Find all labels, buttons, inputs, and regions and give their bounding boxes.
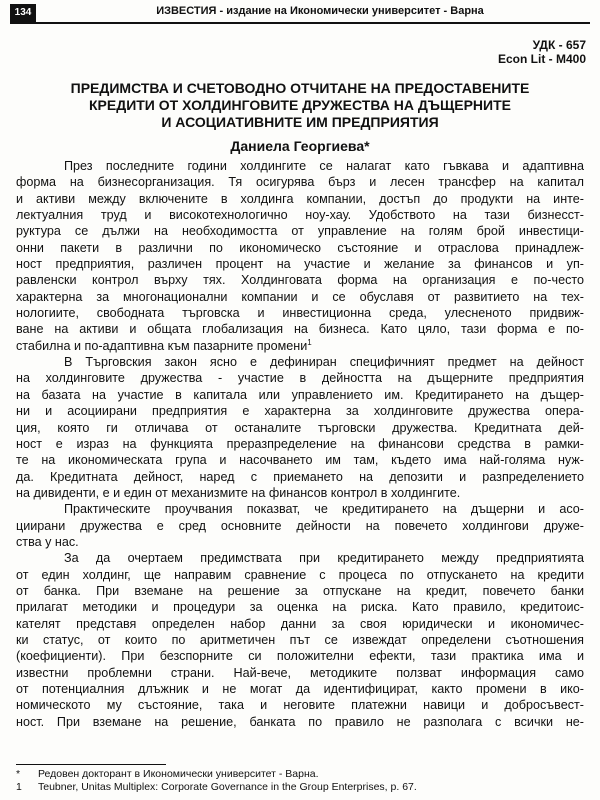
paragraph-4 [16, 550, 584, 730]
text-line: кателят представя определен набор данни за своя юридически и икономичес- [16, 616, 584, 631]
footnotes [16, 768, 584, 794]
text-line: те на икономическата група и насочването им там, където има най-голяма нуж- [16, 453, 584, 468]
text-line: от потенциалния длъжник и не могат да идентифицират, както промени в ико- [16, 682, 584, 696]
author-name: Даниела Георгиева* [230, 138, 370, 154]
text-line: Практическите проучвания показват, че кредитирането на дъщерни и асо- [64, 502, 584, 517]
article-body [16, 158, 584, 730]
text-line: ност е израз на функцията преразпределение на финансови средства в рамки- [16, 436, 584, 451]
text-line: ване на активи и общата глобализация на бизнеса. Като цяло, тази форма е по- [16, 322, 584, 337]
text-line: известни проблемни страни. Най-вече, методиките ползват информация само [16, 665, 584, 680]
text-line: През последните години холдингите се налагат като гъвкава и адаптивна [64, 159, 584, 173]
udc-code: УДК - 657 [532, 38, 586, 52]
text-line: ства у нас. [16, 534, 79, 549]
article-title [20, 80, 580, 131]
text-line: на холдинговите дружества - участие в дейността на дъщерните предприятия [16, 371, 584, 386]
footnote-text: Teubner, Unitas Multiplex: Corporate Governance in the Group Enterprises, p. 67. [38, 781, 417, 793]
text-line: циирани дружества е сред основните дейности на повечето холдингови друже- [16, 518, 584, 533]
text-line: от един холдинг, ще направим сравнение с процеса по отпускането на кредити [16, 567, 584, 582]
text-line: от банка. При вземане на решение за отпускане на кредит, повечето банки [16, 583, 584, 598]
text-line: на дивиденти, е и един от механизмите на финансов контрол в холдингите. [16, 485, 461, 500]
text-line: онни пакети в различни по икономическо състояние и отраслова принадлеж- [16, 240, 584, 255]
journal-title: ИЗВЕСТИЯ - издание на Икономически университет - Варна [156, 5, 484, 17]
text-line: руктура се дължи на необходимостта от управление на голям брой инвестици- [16, 224, 584, 239]
text-line: ция, която ги отличава от останалите търговски дружества. Кредитната дей- [16, 420, 584, 435]
footnote-text: Редовен докторант в Икономически университет - Варна. [38, 768, 319, 780]
text-line: ност предприятия, различен процент на участие и желание за финансов и уп- [16, 257, 584, 272]
text-line: на базата на участие в капитала или управлението им. Кредитирането на дъщер- [16, 387, 584, 402]
text-line: равленски контрол върху тях. Холдинговата форма на организация е по-често [16, 273, 584, 288]
text-line: характерна за многонационални компании и се обуславя от развитието на тех- [16, 289, 584, 304]
paragraph-1 [16, 158, 584, 354]
footnote-mark: 1 [16, 781, 22, 793]
text-line: прилагат методики и процедури за оценка на риска. Като правило, кредитоис- [16, 600, 584, 615]
title-line: И АСОЦИАТИВНИТЕ ИМ ПРЕДПРИЯТИЯ [161, 114, 439, 130]
running-header [10, 4, 590, 24]
title-line: КРЕДИТИ ОТ ХОЛДИНГОВИТЕ ДРУЖЕСТВА НА ДЪЩЕРНИТЕ [89, 97, 511, 113]
text-line: ни и асоциирани предприятия е характерна за холдинговите дружества опера- [16, 404, 584, 419]
text-line: форма на бизнесорганизация. Тя осигурява бърз и лесен трансфер на капитал [16, 175, 584, 190]
footnote-1 [16, 781, 584, 794]
paragraph-3 [16, 501, 584, 550]
footnote-mark: * [16, 768, 21, 780]
footnote-divider [16, 764, 166, 765]
text-line: За да очертаем предимствата при кредитирането между предприятията [64, 551, 584, 566]
econlit-code: Econ Lit - M400 [497, 52, 586, 66]
page-number: 134 [10, 4, 36, 22]
text-line: номическото му състояние, така и неговите платежни навици и добросъвест- [16, 698, 584, 713]
text-line: ки статус, от които по аритметичен път се извеждат определени съотношения [16, 632, 584, 647]
classification-codes [498, 38, 586, 66]
text-line: да. Кредитната дейност, наред с приемането на депозити и разпределението [16, 469, 584, 484]
text-line: лектуалния труд и високотехнологично ноу-хау. Удобството на тази бизнесст- [16, 208, 584, 223]
text-line: нологиите, свободната търговска и инвестиционна среда, улесненото придвиж- [16, 306, 584, 321]
text-line: (коефициенти). При безспорните си положителни ефекти, тази практика има и [16, 649, 584, 664]
paragraph-2 [16, 354, 584, 501]
title-line: ПРЕДИМСТВА И СЧЕТОВОДНО ОТЧИТАНЕ НА ПРЕДОСТАВЕНИТЕ [70, 80, 530, 96]
footnote-ref: 1 [307, 337, 312, 347]
text-line [16, 338, 584, 354]
text-line: и активи между включените в холдинга компании, достъп до продукти на инте- [16, 191, 584, 206]
text-line: ност. При вземане на решение, банката по правило не разполага с всички не- [16, 714, 584, 729]
text-line: В Търговския закон ясно е дефиниран специфичният предмет на дейност [64, 355, 584, 370]
footnote-author [16, 768, 584, 781]
text-line-content: стабилна и по-адаптивна към пазарните промени [16, 338, 308, 353]
